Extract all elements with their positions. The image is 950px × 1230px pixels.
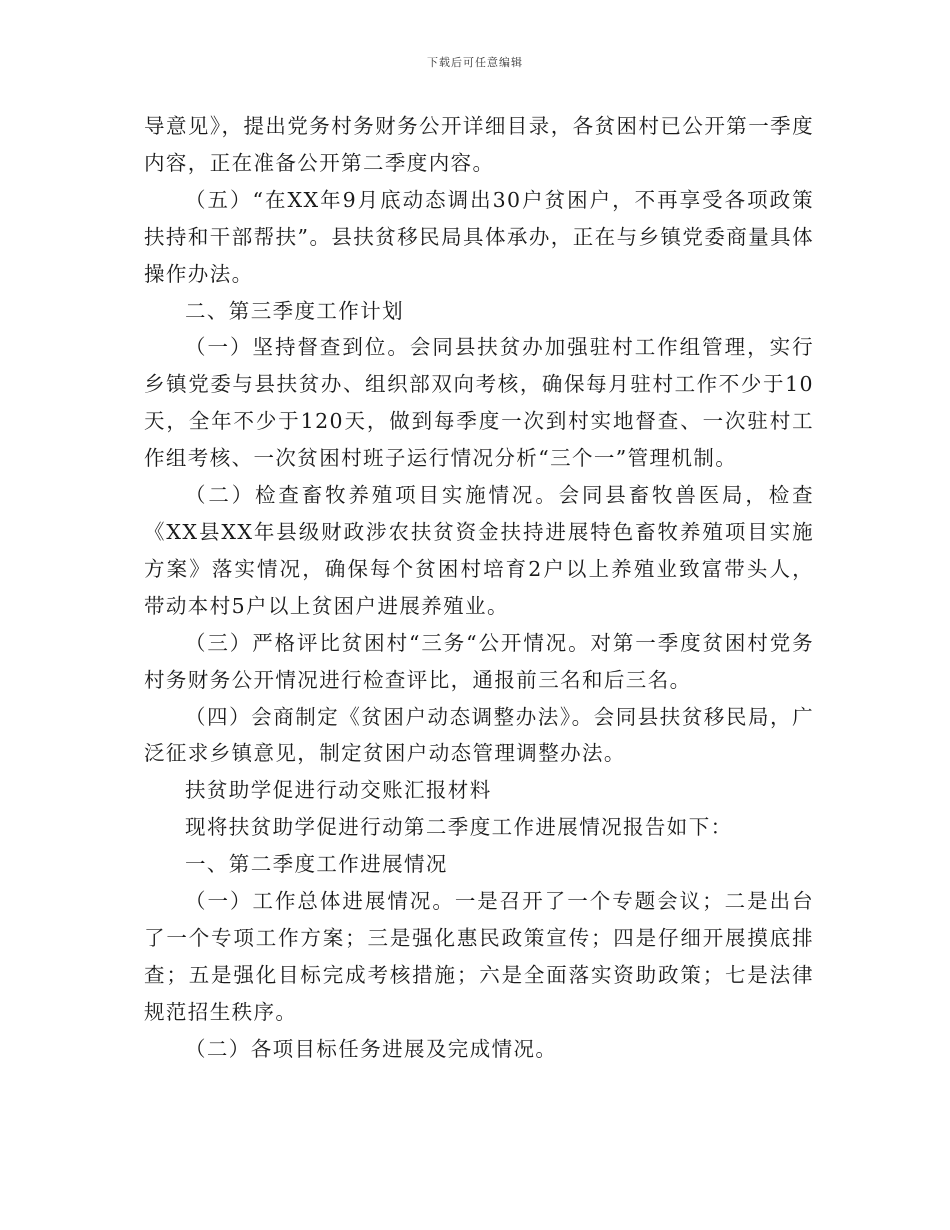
paragraph: （二）检查畜牧养殖项目实施情况。会同县畜牧兽医局，检查《XX县XX年县级财政涉农扶贫资金扶持进展特色畜牧养殖项目实施方案》落实情况，确保每个贫困村培育2户以上养殖业致富带头人，带动本村5户以上贫困户进展养殖业。	[144, 483, 814, 618]
paragraph: （四）会商制定《贫困户动态调整办法》。会同县扶贫移民局，广泛征求乡镇意见，制定贫困户动态管理调整办法。	[144, 704, 814, 766]
paragraph: （二）各项目标任务进展及完成情况。	[185, 1036, 558, 1061]
section-heading: 二、第三季度工作计划	[185, 298, 404, 323]
paragraph: （三）严格评比贫困村“三务“公开情况。对第一季度贫困村党务村务财务公开情况进行检查评比，通报前三名和后三名。	[144, 630, 814, 692]
document-body	[144, 108, 814, 1068]
section-heading: 一、第二季度工作进展情况	[185, 852, 448, 877]
paragraph: （五）“在XX年9月底动态调出30户贫困户，不再享受各项政策扶持和干部帮扶”。县扶贫移民局具体承办，正在与乡镇党委商量具体操作办法。	[144, 187, 814, 286]
paragraph: 导意见》，提出党务村务财务公开详细目录，各贫困村已公开第一季度内容，正在准备公开第二季度内容。	[144, 114, 814, 175]
document-title: 扶贫助学促进行动交账汇报材料	[185, 778, 492, 803]
paragraph: （一）工作总体进展情况。一是召开了一个专题会议；二是出台了一个专项工作方案；三是强化惠民政策宣传；四是仔细开展摸底排查；五是强化目标完成考核措施；六是全面落实资助政策；七是法律规范招生秩序。	[144, 889, 814, 1024]
paragraph: （一）坚持督查到位。会同县扶贫办加强驻村工作组管理，实行乡镇党委与县扶贫办、组织部双向考核，确保每月驻村工作不少于10天，全年不少于120天，做到每季度一次到村实地督查、一次驻村工作组考核、一次贫困村班子运行情况分析“三个一”管理机制。	[144, 335, 814, 471]
paragraph: 现将扶贫助学促进行动第二季度工作进展情况报告如下：	[185, 815, 733, 840]
header-note: 下载后可任意编辑	[427, 56, 523, 69]
